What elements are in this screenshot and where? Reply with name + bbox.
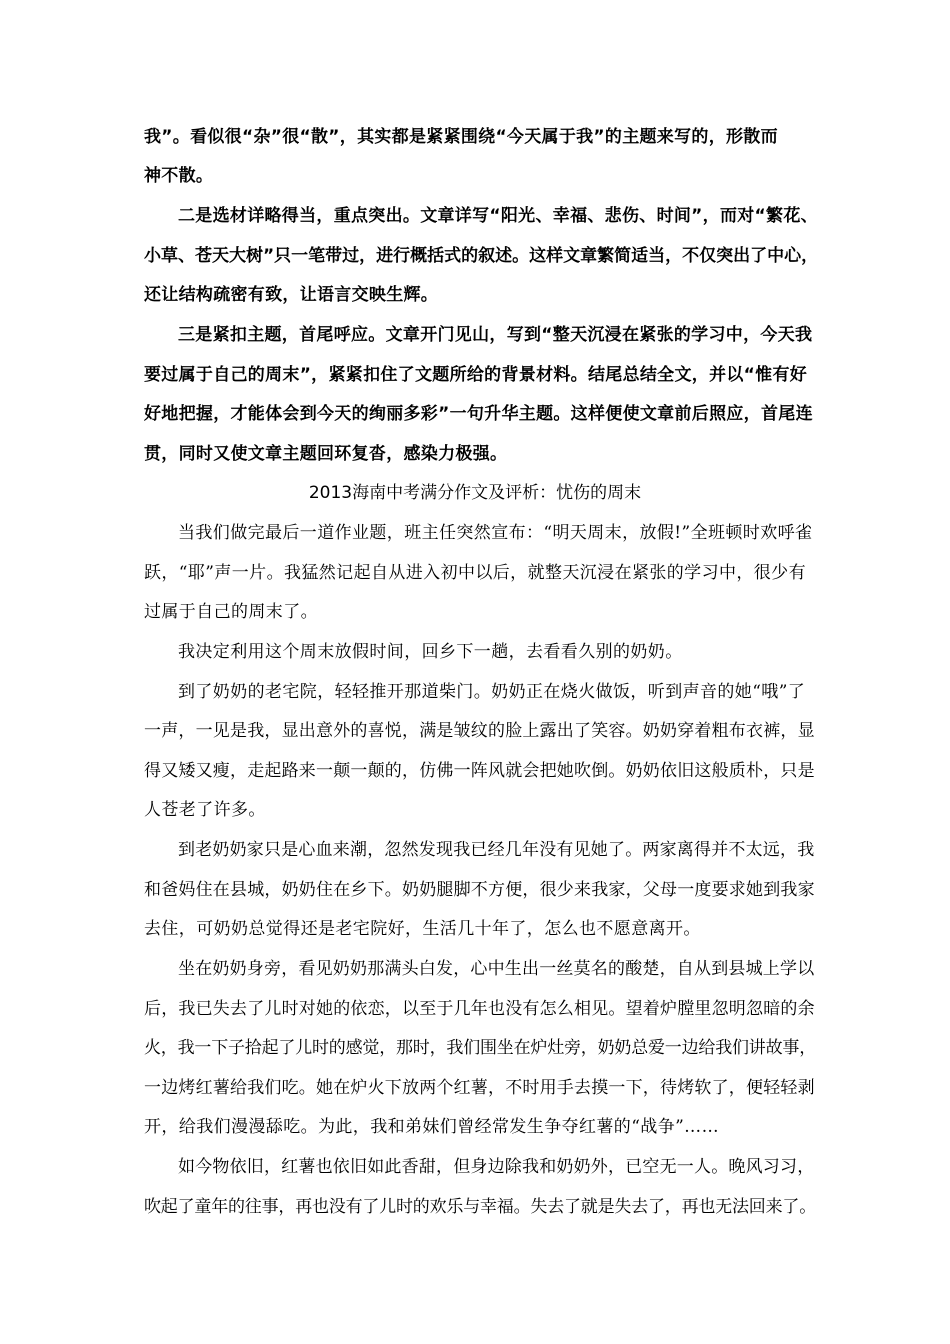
essay-line: 火，我一下子拾起了儿时的感觉，那时，我们围坐在炉灶旁，奶奶总爱一边给我们讲故事， bbox=[144, 1038, 816, 1058]
essay-paragraph-start: 坐在奶奶身旁，看见奶奶那满头白发，心中生出一丝莫名的酸楚，自从到县城上学以 bbox=[178, 959, 815, 979]
essay-line: 一声，一见是我，显出意外的喜悦，满是皱纹的脸上露出了笑容。奶奶穿着粗布衣裤，显 bbox=[144, 721, 815, 741]
essay-line: 去住，可奶奶总觉得还是老宅院好，生活几十年了，怎么也不愿意离开。 bbox=[144, 919, 701, 939]
essay-line: 过属于自己的周末了。 bbox=[144, 602, 318, 622]
analysis-paragraph-start: 二是选材详略得当，重点突出。文章详写“阳光、幸福、悲伤、时间”，而对“繁花、 bbox=[178, 206, 818, 226]
essay-line: 得又矮又瘦，走起路来一颠一颠的，仿佛一阵风就会把她吹倒。奶奶依旧这般质朴，只是 bbox=[144, 761, 815, 781]
analysis-line: 要过属于自己的周末”，紧紧扣住了文题所给的背景材料。结尾总结全文，并以“惟有好 bbox=[144, 365, 808, 385]
essay-line: 吹起了童年的往事，再也没有了儿时的欢乐与幸福。失去了就是失去了，再也无法回来了。 bbox=[144, 1197, 816, 1217]
essay-paragraph-start: 到了奶奶的老宅院，轻轻推开那道柴门。奶奶正在烧火做饭，听到声音的她“哦”了 bbox=[178, 682, 806, 702]
essay-paragraph-start: 当我们做完最后一道作业题，班主任突然宣布：“明天周末，放假!”全班顿时欢呼雀 bbox=[178, 523, 813, 543]
analysis-line: 我”。看似很“杂”很“散”，其实都是紧紧围绕“今天属于我”的主题来写的，形散而 bbox=[144, 127, 778, 147]
analysis-paragraph-start: 三是紧扣主题，首尾呼应。文章开门见山，写到“整天沉浸在紧张的学习中，今天我 bbox=[178, 325, 813, 345]
essay-paragraph-start: 到老奶奶家只是心血来潮，忽然发现我已经几年没有见她了。两家离得并不太远，我 bbox=[178, 840, 815, 860]
analysis-line: 小草、苍天大树”只一笔带过，进行概括式的叙述。这样文章繁简适当，不仅突出了中心， bbox=[144, 246, 819, 266]
analysis-line: 还让结构疏密有致，让语言交映生辉。 bbox=[144, 285, 439, 305]
analysis-line: 好地把握，才能体会到今天的绚丽多彩”一句升华主题。这样便使文章前后照应，首尾连 bbox=[144, 404, 813, 424]
essay-line: 跃，“耶”声一片。我猛然记起自从进入初中以后，就整天沉浸在紧张的学习中，很少有 bbox=[144, 563, 806, 583]
essay-line: 后，我已失去了儿时对她的依恋，以至于几年也没有怎么相见。望着炉膛里忽明忽暗的余 bbox=[144, 999, 815, 1019]
essay-title: 2013海南中考满分作文及评析：忧伤的周末 bbox=[308, 483, 642, 503]
essay-line: 和爸妈住在县城，奶奶住在乡下。奶奶腿脚不方便，很少来我家，父母一度要求她到我家 bbox=[144, 880, 815, 900]
essay-line: 人苍老了许多。 bbox=[144, 800, 266, 820]
analysis-line: 贯，同时又使文章主题回环复沓，感染力极强。 bbox=[144, 444, 508, 464]
essay-paragraph-start: 如今物依旧，红薯也依旧如此香甜，但身边除我和奶奶外，已空无一人。晚风习习， bbox=[178, 1157, 815, 1177]
essay-paragraph-start: 我决定利用这个周末放假时间，回乡下一趟，去看看久别的奶奶。 bbox=[178, 642, 683, 662]
essay-line: 一边烤红薯给我们吃。她在炉火下放两个红薯，不时用手去摸一下，待烤软了，便轻轻剥 bbox=[144, 1078, 815, 1098]
essay-line: 开，给我们漫漫舔吃。为此，我和弟妹们曾经常发生争夺红薯的“战争”…… bbox=[144, 1117, 719, 1137]
analysis-line: 神不散。 bbox=[144, 166, 214, 186]
